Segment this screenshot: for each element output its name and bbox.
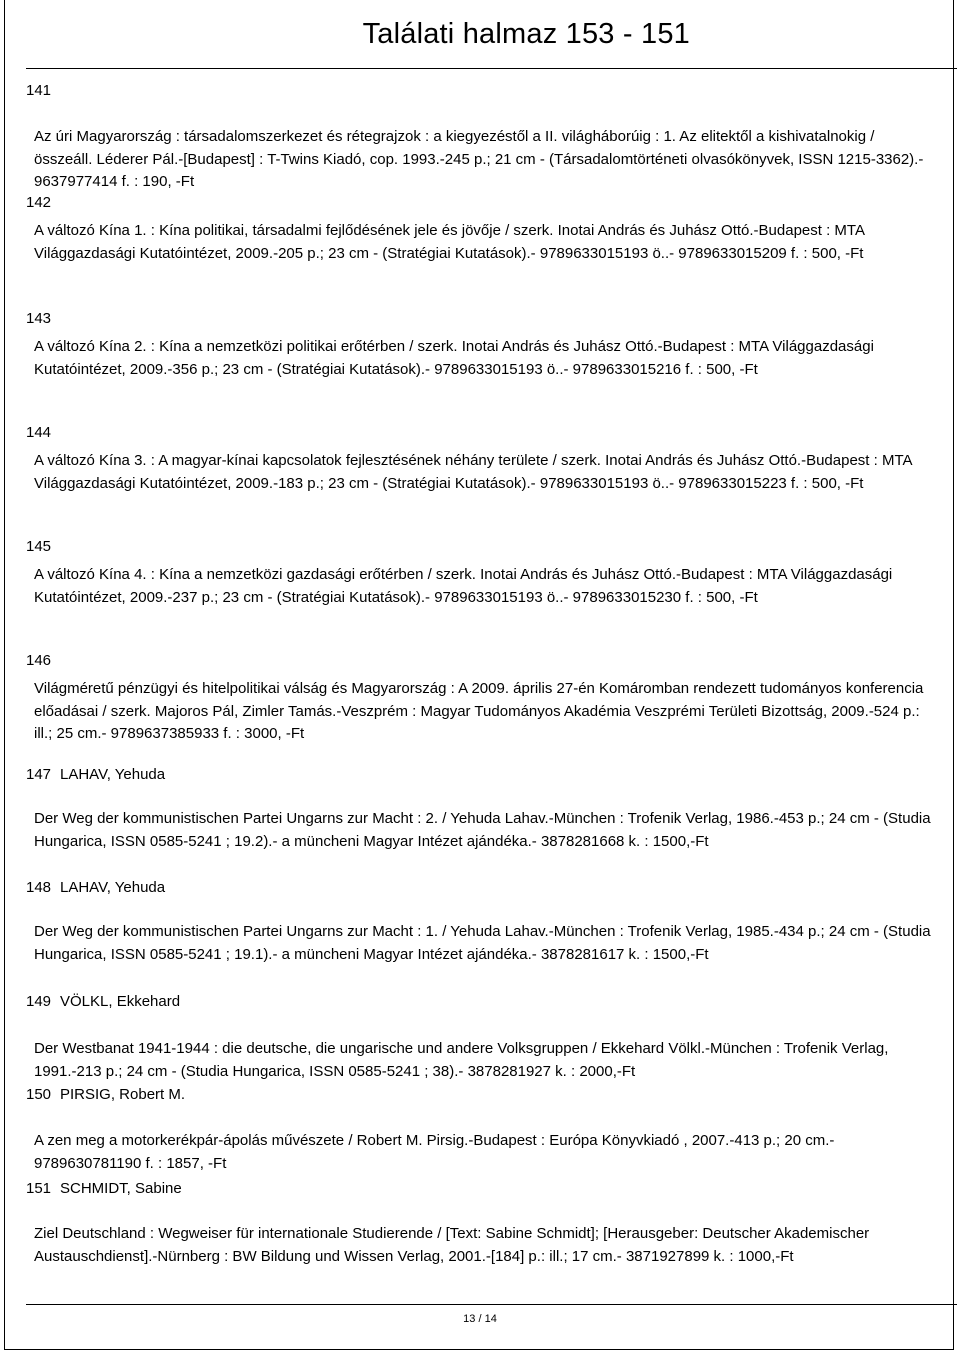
entry-description: Der Weg der kommunistischen Partei Ungarns zur Macht : 1. / Yehuda Lahav.-München : Trofenik Verlag, 1985.-434 p.; 24 cm - (Studia Hungarica, ISSN 0585-5241 ; 19.1).- a müncheni Magyar Intézet ajándéka.- 3878281617 k. : 1500,-Ft [34, 923, 931, 963]
entry-description: Der Weg der kommunistischen Partei Ungarns zur Macht : 2. / Yehuda Lahav.-München : Trofenik Verlag, 1986.-453 p.; 24 cm - (Studia Hungarica, ISSN 0585-5241 ; 19.2).- a müncheni Magyar Intézet ajándéka.- 3878281668 k. : 1500,-Ft [34, 810, 931, 850]
entry-description: A zen meg a motorkerékpár-ápolás művészete / Robert M. Pirsig.-Budapest : Európa Könyvkiadó , 2007.-413 p.; 20 cm.- 9789630781190 f. : 1857, -Ft [34, 1132, 835, 1172]
entry-number: 146 [26, 652, 52, 669]
entry-description: Világméretű pénzügyi és hitelpolitikai válság és Magyarország : A 2009. április 27-én Komáromban rendezett tudományos konferencia előadásai / szerk. Majoros Pál, Zimler Tamás.-Veszprém : Magyar Tudományos Akadémia Veszprémi Területi Bizottság, 2009.-524 p.: ill.; 25 cm.- 9789637385933 f. : 3000, -Ft [34, 680, 924, 743]
entry-number: 142 [26, 194, 52, 211]
entry-author: LAHAV, Yehuda [60, 879, 166, 896]
entry-description: Der Westbanat 1941-1944 : die deutsche, die ungarische und andere Volksgruppen / Ekkehard Völkl.-München : Trofenik Verlag, 1991.-213 p.; 24 cm - (Studia Hungarica, ISSN 0585-5241 ; 38).- 3878281927 k. : 2000,-Ft [34, 1040, 889, 1080]
entry-author: VÖLKL, Ekkehard [60, 993, 181, 1010]
entry-number: 145 [26, 538, 52, 555]
entry-description: Ziel Deutschland : Wegweiser für internationale Studierende / [Text: Sabine Schmidt]; [Herausgeber: Deutscher Akademischer Austauschdienst].-Nürnberg : BW Bildung und Wissen Verlag, 2001.-[184] p.: ill.; 17 cm.- 3871927899 k. : 1000,-Ft [34, 1225, 870, 1265]
entry-description: Az úri Magyarország : társadalomszerkezet és rétegrajzok : a kiegyezéstől a II. világháborúig : 1. Az elitektől a kishivatalnokig / összeáll. Léderer Pál.-[Budapest] : T-Twins Kiadó, cop. 1993.-245 p.; 21 cm - (Társadalomtörténeti olvasókönyvek, ISSN 1215-3362).- 9637977414 f. : 190, -Ft [34, 128, 924, 191]
footer-divider [26, 1304, 957, 1305]
page-number: 13 / 14 [463, 1313, 497, 1325]
entry-description: A változó Kína 3. : A magyar-kínai kapcsolatok fejlesztésének néhány területe / szerk. Inotai András és Juhász Ottó.-Budapest : MTA Világgazdasági Kutatóintézet, 2009.-183 p.; 23 cm - (Stratégiai Kutatások).- 9789633015193 ö..- 9789633015223 f. : 500, -Ft [34, 452, 912, 492]
entry-author: SCHMIDT, Sabine [60, 1180, 182, 1197]
header-divider [26, 68, 957, 69]
entry-number: 147 [26, 766, 52, 783]
entry-number: 149 [26, 993, 52, 1010]
entry-author: PIRSIG, Robert M. [60, 1086, 186, 1103]
entry-author: LAHAV, Yehuda [60, 766, 166, 783]
entry-number: 148 [26, 879, 52, 896]
entry-number: 150 [26, 1086, 52, 1103]
entry-description: A változó Kína 1. : Kína politikai, társadalmi fejlődésének jele és jövője / szerk. Inotai András és Juhász Ottó.-Budapest : MTA Világgazdasági Kutatóintézet, 2009.-205 p.; 23 cm - (Stratégiai Kutatások).- 9789633015193 ö..- 9789633015209 f. : 500, -Ft [34, 222, 865, 262]
entry-number: 143 [26, 310, 52, 327]
entry-description: A változó Kína 2. : Kína a nemzetközi politikai erőtérben / szerk. Inotai András és Juhász Ottó.-Budapest : MTA Világgazdasági Kutatóintézet, 2009.-356 p.; 23 cm - (Stratégiai Kutatások).- 9789633015193 ö..- 9789633015216 f. : 500, -Ft [34, 338, 874, 378]
header [0, 0, 954, 68]
entry-description: A változó Kína 4. : Kína a nemzetközi gazdasági erőtérben / szerk. Inotai András és Juhász Ottó.-Budapest : MTA Világgazdasági Kutatóintézet, 2009.-237 p.; 23 cm - (Stratégiai Kutatások).- 9789633015193 ö..- 9789633015230 f. : 500, -Ft [34, 566, 893, 606]
entry-number: 144 [26, 424, 52, 441]
page-title: Találati halmaz 153 - 151 [362, 18, 690, 50]
entry-number: 151 [26, 1180, 52, 1197]
entry-number: 141 [26, 82, 52, 99]
